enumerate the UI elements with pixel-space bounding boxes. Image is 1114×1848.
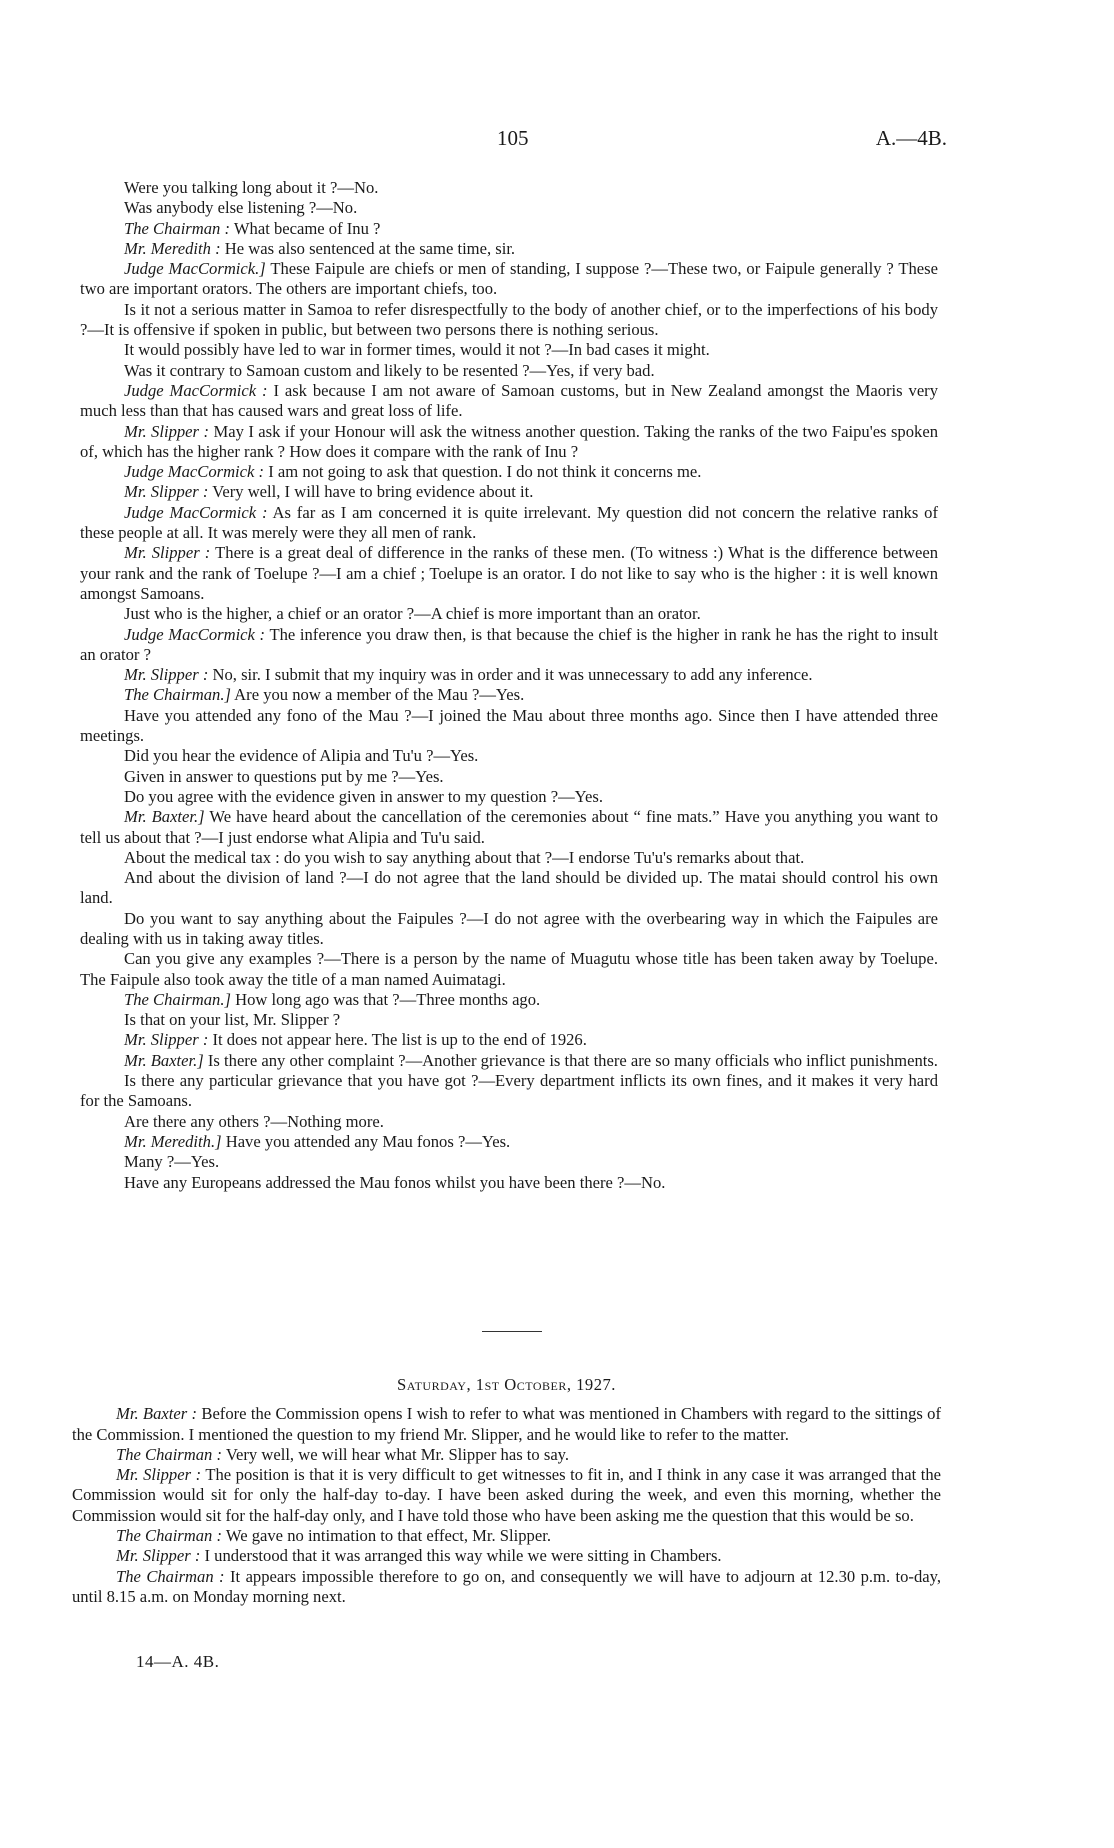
paragraph xyxy=(80,1173,938,1193)
paragraph-text: Is there any other complaint ?—Another grievance is that there are so many officials who inflict punishments. xyxy=(203,1050,938,1070)
paragraph-text: What became of Inu ? xyxy=(230,218,381,238)
paragraph xyxy=(80,543,938,604)
paragraph-text: It appears impossible therefore to go on, and consequently we will have to adjourn at 12.30 p.m. to-day, until 8.15 a.m. on Monday morning next. xyxy=(72,1566,941,1606)
saturday-proceedings xyxy=(72,1404,941,1607)
paragraph xyxy=(80,685,938,705)
speaker-name: Mr. Slipper : xyxy=(124,421,209,441)
paragraph-text: Given in answer to questions put by me ?—Yes. xyxy=(124,766,444,786)
paragraph-text: Is there any particular grievance that you have got ?—Every department inflicts its own fines, and it makes it very hard for the Samoans. xyxy=(80,1071,938,1111)
paragraph-text: Was it contrary to Samoan custom and likely to be resented ?—Yes, if very bad. xyxy=(124,360,655,380)
speaker-name: The Chairman : xyxy=(116,1526,223,1546)
paragraph xyxy=(80,198,938,218)
speaker-name: Mr. Slipper : xyxy=(124,543,211,563)
paragraph xyxy=(80,909,938,950)
paragraph xyxy=(80,604,938,624)
paragraph xyxy=(80,665,938,685)
paragraph-text: It does not appear here. The list is up to the end of 1926. xyxy=(208,1030,587,1050)
speaker-name: Judge MacCormick : xyxy=(124,380,268,400)
paragraph xyxy=(80,1071,938,1112)
paragraph-text: I am not going to ask that question. I do not think it concerns me. xyxy=(264,462,702,482)
paragraph xyxy=(80,807,938,848)
speaker-name: Mr. Slipper : xyxy=(116,1465,202,1485)
paragraph xyxy=(80,746,938,766)
paragraph xyxy=(80,767,938,787)
section-divider xyxy=(482,1331,542,1332)
paragraph-text: Can you give any examples ?—There is a person by the name of Muagutu whose title has been taken away by Toelupe. The Faipule also took away the title of a man named Auimatagi. xyxy=(80,949,938,989)
paragraph-text: Did you hear the evidence of Alipia and Tu'u ?—Yes. xyxy=(124,746,479,766)
paragraph-text: We have heard about the cancellation of the ceremonies about “ fine mats.” Have you anything you want to tell us about that ?—I just endorse what Alipia and Tu'u said. xyxy=(80,807,938,847)
paragraph-text: We gave no intimation to that effect, Mr. Slipper. xyxy=(222,1526,551,1546)
paragraph-text: About the medical tax : do you wish to say anything about that ?—I endorse Tu'u's remarks about that. xyxy=(124,847,805,867)
paragraph xyxy=(80,1132,938,1152)
testimony-body xyxy=(80,178,938,1193)
paragraph xyxy=(72,1526,941,1546)
paragraph-text: Have you attended any fono of the Mau ?—I joined the Mau about three months ago. Since then I have attended three meetings. xyxy=(80,705,938,746)
paragraph-text: Just who is the higher, a chief or an orator ?—A chief is more important than an orator. xyxy=(124,604,701,624)
speaker-name: The Chairman : xyxy=(116,1566,225,1586)
saturday-section xyxy=(72,1375,941,1607)
paragraph-text: As far as I am concerned it is quite irrelevant. My question did not concern the relative ranks of these people at all. It was merely were they all men of rank. xyxy=(80,502,939,543)
paragraph xyxy=(80,868,938,909)
paragraph xyxy=(72,1445,941,1465)
paragraph xyxy=(80,1010,938,1030)
speaker-name: Judge MacCormick : xyxy=(124,462,265,482)
speaker-name: Mr. Slipper : xyxy=(116,1546,201,1566)
paragraph-text: Is that on your list, Mr. Slipper ? xyxy=(124,1010,341,1030)
speaker-name: Mr. Slipper : xyxy=(124,1030,209,1050)
paragraph-text: Were you talking long about it ?—No. xyxy=(124,178,379,197)
paragraph xyxy=(72,1465,941,1526)
paragraph xyxy=(80,949,938,990)
paragraph-text: Was anybody else listening ?—No. xyxy=(124,198,358,218)
paragraph-text: Have any Europeans addressed the Mau fonos whilst you have been there ?—No. xyxy=(124,1172,666,1192)
speaker-name: The Chairman : xyxy=(124,218,231,238)
paragraph-text: How long ago was that ?—Three months ago. xyxy=(230,989,541,1009)
paragraph xyxy=(80,1030,938,1050)
paragraph xyxy=(80,503,938,544)
paragraph-text: Before the Commission opens I wish to refer to what was mentioned in Chambers with regard to the sittings of the Commission. I mentioned the question to my friend Mr. Slipper, and he would like to refer to the matter. xyxy=(72,1404,941,1444)
paragraph-text: These Faipule are chiefs or men of standing, I suppose ?—These two, or Faipule generally ? These two are important orators. The others are important chiefs, too. xyxy=(80,259,938,299)
paragraph-text: I understood that it was arranged this way while we were sitting in Chambers. xyxy=(200,1546,722,1566)
paragraph xyxy=(80,1152,938,1172)
paragraph-text: Very well, we will hear what Mr. Slipper has to say. xyxy=(222,1444,570,1464)
paragraph-text: Very well, I will have to bring evidence about it. xyxy=(208,482,534,502)
paragraph xyxy=(80,848,938,868)
speaker-name: Mr. Baxter : xyxy=(116,1404,198,1424)
speaker-name: Mr. Slipper : xyxy=(124,482,209,502)
paragraph xyxy=(80,787,938,807)
speaker-name: Judge MacCormick : xyxy=(124,624,266,644)
paragraph-text: Do you want to say anything about the Faipules ?—I do not agree with the overbearing way in which the Faipules are dealing with us in taking away titles. xyxy=(80,908,938,948)
page-header xyxy=(0,126,1114,156)
paragraph-text: Have you attended any Mau fonos ?—Yes. xyxy=(221,1131,511,1151)
paragraph-text: Are you now a member of the Mau ?—Yes. xyxy=(230,685,525,705)
page-number: 105 xyxy=(497,126,529,150)
paragraph-text: The position is that it is very difficult to get witnesses to fit in, and I think in any case it was arranged that the Commission would sit for only the half-day to-day. I have been asked during the week, and even this morning, whether the Commission would sit for the half-day only, and I have told those who have been asking me the question that this would be so. xyxy=(72,1465,941,1525)
paragraph-text: There is a great deal of difference in the ranks of these men. (To witness :) What is the difference between your rank and the rank of Toelupe ?—I am a chief ; Toelupe is an orator. I do not like to say who is the higher : it is well known amongst Samoans. xyxy=(80,543,938,603)
paragraph xyxy=(80,462,938,482)
paragraph-text: The inference you draw then, is that because the chief is the higher in rank he has the right to insult an orator ? xyxy=(80,624,938,664)
speaker-name: Mr. Meredith.] xyxy=(124,1131,222,1151)
paragraph-text: I ask because I am not aware of Samoan customs, but in New Zealand amongst the Maoris very much less than that has caused wars and great loss of life. xyxy=(80,380,939,421)
paragraph-text: It would possibly have led to war in former times, would it not ?—In bad cases it might. xyxy=(124,340,710,360)
paragraph-text: He was also sentenced at the same time, sir. xyxy=(220,238,516,258)
paragraph xyxy=(72,1567,941,1608)
speaker-name: Mr. Baxter.] xyxy=(124,807,205,827)
paragraph-text: Are there any others ?—Nothing more. xyxy=(124,1111,384,1131)
speaker-name: Judge MacCormick.] xyxy=(124,259,266,279)
paragraph xyxy=(80,300,938,341)
paragraph xyxy=(80,1051,938,1071)
printer-signature: 14—A. 4B. xyxy=(136,1652,220,1671)
paragraph xyxy=(80,178,938,198)
paragraph xyxy=(80,361,938,381)
document-reference: A.—4B. xyxy=(875,126,947,150)
paragraph-text: May I ask if your Honour will ask the witness another question. Taking the ranks of the two Faipu'es spoken of, which has the higher rank ? How does it compare with the rank of Inu ? xyxy=(80,421,938,461)
paragraph-text: Do you agree with the evidence given in answer to my question ?—Yes. xyxy=(124,786,603,806)
paragraph xyxy=(80,340,938,360)
paragraph xyxy=(80,706,938,747)
paragraph xyxy=(72,1546,941,1566)
speaker-name: The Chairman.] xyxy=(124,989,231,1009)
speaker-name: The Chairman : xyxy=(116,1444,223,1464)
paragraph xyxy=(80,482,938,502)
paragraph xyxy=(80,422,938,463)
speaker-name: Mr. Meredith : xyxy=(124,238,221,258)
date-heading: Saturday, 1st October, 1927. xyxy=(397,1375,616,1394)
paragraph xyxy=(72,1404,941,1445)
speaker-name: Mr. Slipper : xyxy=(124,665,209,685)
paragraph xyxy=(80,219,938,239)
paragraph xyxy=(80,239,938,259)
paragraph xyxy=(80,381,938,422)
paragraph-text: No, sir. I submit that my inquiry was in order and it was unnecessary to add any inference. xyxy=(208,665,813,685)
speaker-name: Mr. Baxter.] xyxy=(124,1050,204,1070)
paragraph-text: And about the division of land ?—I do not agree that the land should be divided up. The matai should control his own land. xyxy=(80,868,938,908)
paragraph xyxy=(80,1112,938,1132)
speaker-name: The Chairman.] xyxy=(124,685,231,705)
paragraph xyxy=(80,625,938,666)
paragraph xyxy=(80,259,938,300)
paragraph-text: Many ?—Yes. xyxy=(124,1152,220,1172)
paragraph-text: Is it not a serious matter in Samoa to refer disrespectfully to the body of another chief, or to the imperfections of his body ?—It is offensive if spoken in public, but between two persons there is nothing serious. xyxy=(80,299,938,340)
speaker-name: Judge MacCormick : xyxy=(124,502,268,522)
paragraph xyxy=(80,990,938,1010)
